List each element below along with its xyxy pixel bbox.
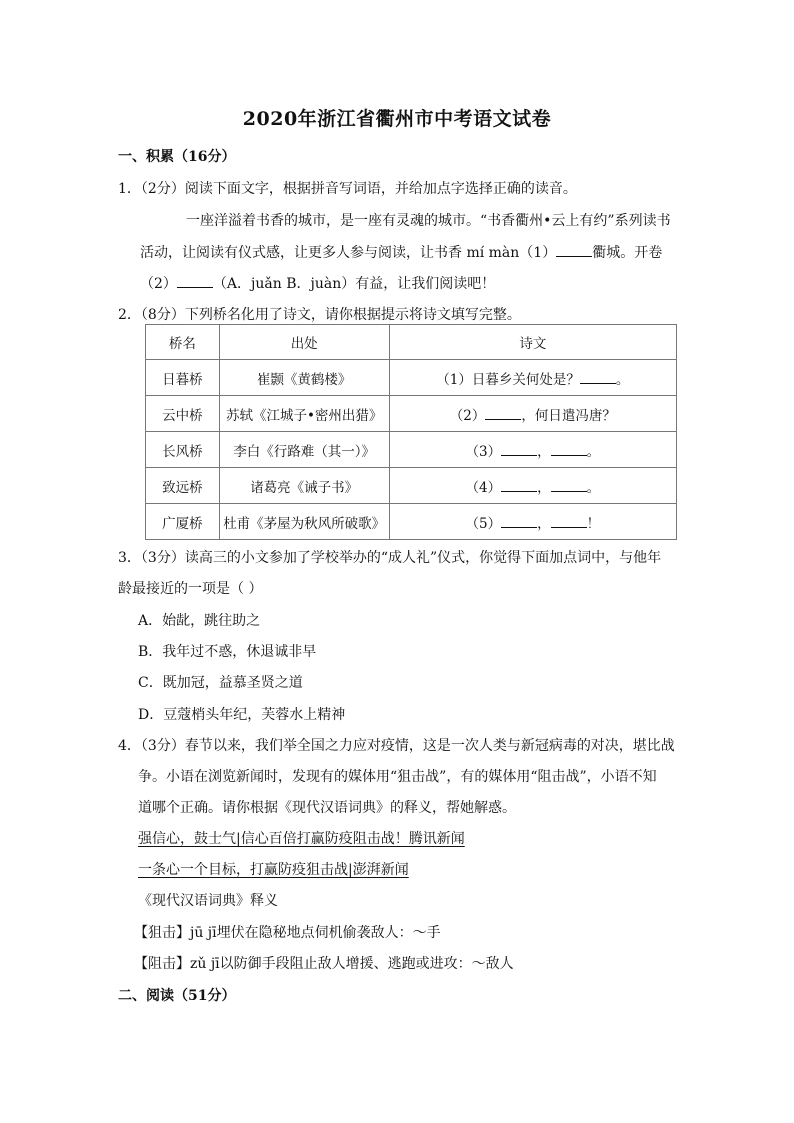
q1-line2-text-a: 活动，让阅读有仪式感，让更多人参与阅读，让书香 mí màn（1） xyxy=(140,245,557,261)
q2-stem: 2．（8分）下列桥名化用了诗文，请你根据提示将诗文填写完整。 xyxy=(118,307,521,323)
poem-source: 崔颢《黄鹤楼》 xyxy=(219,360,389,396)
poem-table-row xyxy=(146,360,677,396)
poem-text-cell xyxy=(389,432,676,468)
poem-text-suffix: ！ xyxy=(586,515,601,532)
q1-blank-2[interactable] xyxy=(177,275,213,288)
poem-text-prefix: （1）日暮乡关何处是？ xyxy=(436,371,580,388)
poem-text-cell xyxy=(389,360,676,396)
section-heading-2: 二、阅读（51分） xyxy=(118,988,236,1004)
header-bridge: 桥名 xyxy=(146,325,220,360)
poem-text-prefix: （4） xyxy=(465,479,502,496)
q1-paragraph-line2 xyxy=(140,242,700,262)
q1-line2-text-b: 衢城。开卷 xyxy=(592,245,663,261)
poem-blank-1[interactable] xyxy=(501,479,537,492)
bridge-name: 长风桥 xyxy=(146,432,220,468)
bridge-name: 云中桥 xyxy=(146,396,220,432)
poem-table-header-row xyxy=(146,325,677,360)
poem-text-prefix: （5） xyxy=(465,515,502,532)
poem-table-row xyxy=(146,432,677,468)
q3-option-b[interactable]: B．我年过不惑，休退诚非早 xyxy=(138,644,317,660)
bridge-name: 广厦桥 xyxy=(146,504,220,540)
poem-text-prefix: （3） xyxy=(465,443,502,460)
bridge-name: 致远桥 xyxy=(146,468,220,504)
q4-headline-1-wrap xyxy=(138,828,698,848)
q3-stem-line2: 龄最接近的一项是（ ） xyxy=(118,581,263,597)
poem-table xyxy=(145,324,677,540)
poem-text-suffix: 。 xyxy=(586,479,601,496)
poem-text-middle: ， xyxy=(537,479,551,496)
q3-option-a[interactable]: A．始龀，跳往助之 xyxy=(138,613,261,629)
q4-definition-2 xyxy=(134,953,694,973)
poem-source: 杜甫《茅屋为秋风所破歌》 xyxy=(219,504,389,540)
poem-source: 苏轼《江城子•密州出猎》 xyxy=(219,396,389,432)
poem-blank-2[interactable] xyxy=(551,479,587,492)
q3-option-c[interactable]: C．既加冠，益慕圣贤之道 xyxy=(138,675,303,691)
q1-paragraph-line1: 一座洋溢着书香的城市，是一座有灵魂的城市。“书香衢州•云上有约”系列读书 xyxy=(186,213,671,229)
poem-table-row xyxy=(146,504,677,540)
poem-blank-1[interactable] xyxy=(580,371,616,384)
q4-stem-line2: 争。小语在浏览新闻时，发现有的媒体用“狙击战”，有的媒体用“阻击战”，小语不知 xyxy=(138,769,657,785)
q1-line3-text-b: （A．juǎn B．juàn）有益，让我们阅读吧！ xyxy=(212,276,496,292)
q3-option-d[interactable]: D．豆蔻梢头年纪，芙蓉水上精神 xyxy=(138,707,346,723)
q1-blank-1[interactable] xyxy=(556,244,592,257)
q1-stem: 1．（2分）阅读下面文字，根据拼音写词语，并给加点字选择正确的读音。 xyxy=(118,181,577,197)
q1-line3-text-a: （2） xyxy=(140,276,177,292)
poem-source: 李白《行路难（其一）》 xyxy=(219,432,389,468)
q4-def2-label: 【阻击】 xyxy=(134,956,190,972)
section-heading-1: 一、积累（16分） xyxy=(118,149,236,165)
header-poem: 诗文 xyxy=(389,325,676,360)
poem-text-cell xyxy=(389,504,676,540)
header-source: 出处 xyxy=(219,325,389,360)
q4-def1-text: jū jī埋伏在隐秘地点伺机偷袭敌人：～手 xyxy=(190,925,441,941)
q4-def2-text: zǔ jī以防御手段阻止敌人增援、逃跑或进攻：～敌人 xyxy=(190,956,514,972)
bridge-name: 日暮桥 xyxy=(146,360,220,396)
poem-text-prefix: （2） xyxy=(449,407,486,424)
poem-text-middle: ， xyxy=(537,443,551,460)
q1-paragraph-line3 xyxy=(140,273,700,293)
poem-blank-2[interactable] xyxy=(551,443,587,456)
poem-table-row xyxy=(146,396,677,432)
poem-text-suffix: 。 xyxy=(586,443,601,460)
q3-stem-line1: 3．（3分）读高三的小文参加了学校举办的“成人礼”仪式，你觉得下面加点词中，与他年 xyxy=(118,550,662,566)
q4-def1-label: 【狙击】 xyxy=(134,925,190,941)
poem-text-cell xyxy=(389,396,676,432)
poem-text-cell xyxy=(389,468,676,504)
q4-dictionary-title: 《现代汉语词典》释义 xyxy=(138,893,278,909)
poem-text-middle: ，何日遣冯唐？ xyxy=(521,407,616,424)
q4-definition-1 xyxy=(134,922,694,942)
poem-table-row xyxy=(146,468,677,504)
q4-stem-line1: 4．（3分）春节以来，我们举全国之力应对疫情，这是一次人类与新冠病毒的对决，堪比战 xyxy=(118,738,675,754)
q4-headline-2-wrap xyxy=(138,859,698,879)
q4-headline-1: 强信心，鼓士气|信心百倍打赢防疫阻击战！腾讯新闻 xyxy=(138,831,465,847)
q4-stem-line3: 道哪个正确。请你根据《现代汉语词典》的释义，帮她解惑。 xyxy=(138,800,516,816)
page-title: 2020年浙江省衢州市中考语文试卷 xyxy=(242,108,552,130)
poem-blank-2[interactable] xyxy=(551,515,587,528)
poem-text-suffix: 。 xyxy=(615,371,630,388)
poem-text-middle: ， xyxy=(537,515,551,532)
poem-blank-1[interactable] xyxy=(501,443,537,456)
poem-source: 诸葛亮《诫子书》 xyxy=(219,468,389,504)
q4-headline-2: 一条心一个目标，打赢防疫狙击战|澎湃新闻 xyxy=(138,862,409,878)
poem-blank-1[interactable] xyxy=(485,407,521,420)
poem-blank-1[interactable] xyxy=(501,515,537,528)
